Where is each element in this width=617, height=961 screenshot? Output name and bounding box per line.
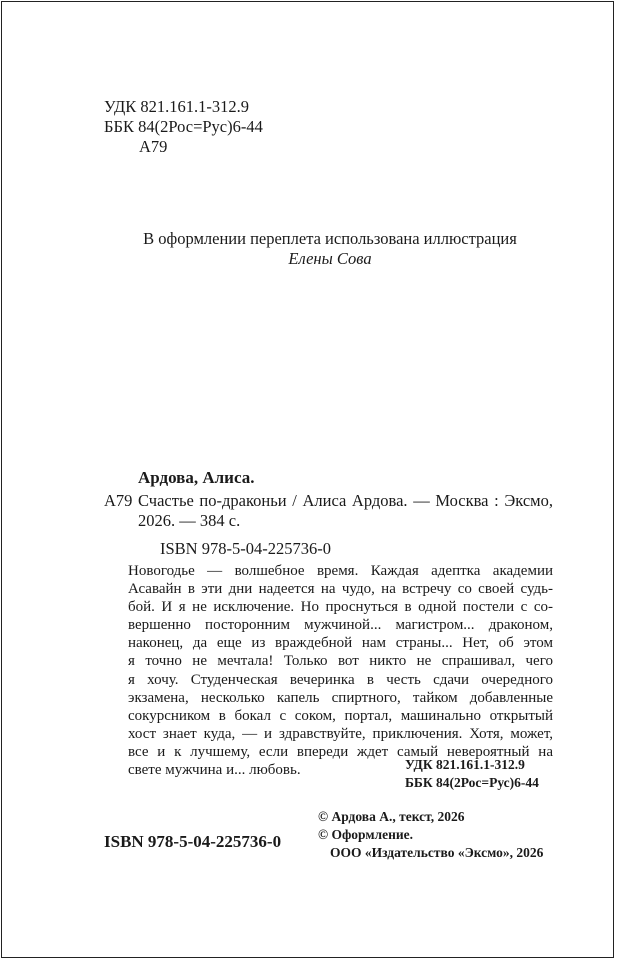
annotation	[128, 562, 553, 779]
footer-bbk: ББК 84(2Рос=Рус)6-44	[405, 775, 539, 790]
bibliographic-description: Счастье по-драконьи / Алиса Ардова. — Москва : Эксмо, 2026. — 384 с.	[138, 491, 553, 530]
annotation-line: бой. И я не исключение. Но проснуться в одной постели с со-	[128, 599, 553, 616]
copyright-publisher: ООО «Издательство «Эксмо», 2026	[330, 845, 544, 860]
annotation-line: вершенно посторонним мужчиной... магистром... драконом,	[128, 617, 553, 634]
isbn-bold: ISBN 978-5-04-225736-0	[104, 832, 282, 851]
annotation-line: Асавайн в эти дни надеется на чудо, на встречу со своей судь-	[128, 581, 553, 598]
illustration-line: В оформлении переплета использована иллюстрация	[143, 229, 517, 248]
annotation-line: сокурсником в бокал с соком, портал, машинально открытый	[128, 707, 553, 724]
footer-udk: УДК 821.161.1-312.9	[405, 757, 525, 772]
copyright-block	[318, 808, 543, 862]
annotation-line: Новогодье — волшебное время. Каждая адептка академии	[128, 563, 553, 579]
annotation-line: я точно не мечтала! Только вот никто не спрашивал, чего	[128, 653, 553, 670]
annotation-line: свете мужчина и... любовь.	[128, 762, 301, 779]
udk-code: УДК 821.161.1-312.9	[104, 97, 250, 116]
classification-codes	[104, 97, 263, 157]
annotation-line: экзамена, несколько капель спиртного, тайком добавленные	[128, 689, 553, 706]
author-heading: Ардова, Алиса.	[138, 468, 255, 487]
isbn-line: ISBN 978-5-04-225736-0	[160, 539, 331, 558]
copyright-text: © Ардова А., текст, 2026	[318, 809, 465, 824]
copyright-design: © Оформление.	[318, 827, 414, 842]
footer-codes	[405, 756, 539, 792]
annotation-line: все и к лучшему, если впереди ждет самый невероятный на	[128, 743, 553, 760]
author-mark-side: А79	[104, 491, 133, 510]
annotation-line: наконец, да еще из враждебной нам страны... Нет, об этом	[128, 635, 553, 652]
annotation-line: хост знает куда, — и здравствуйте, приключения. Хотя, может,	[128, 725, 553, 742]
illustration-credit	[0, 229, 617, 269]
bbk-code: ББК 84(2Рос=Рус)6-44	[104, 117, 263, 136]
author-mark: А79	[139, 137, 168, 156]
annotation-line: я хочу. Студенческая вечеринка в честь сдачи очередного	[128, 671, 553, 688]
illustration-artist: Елены Сова	[288, 249, 372, 268]
